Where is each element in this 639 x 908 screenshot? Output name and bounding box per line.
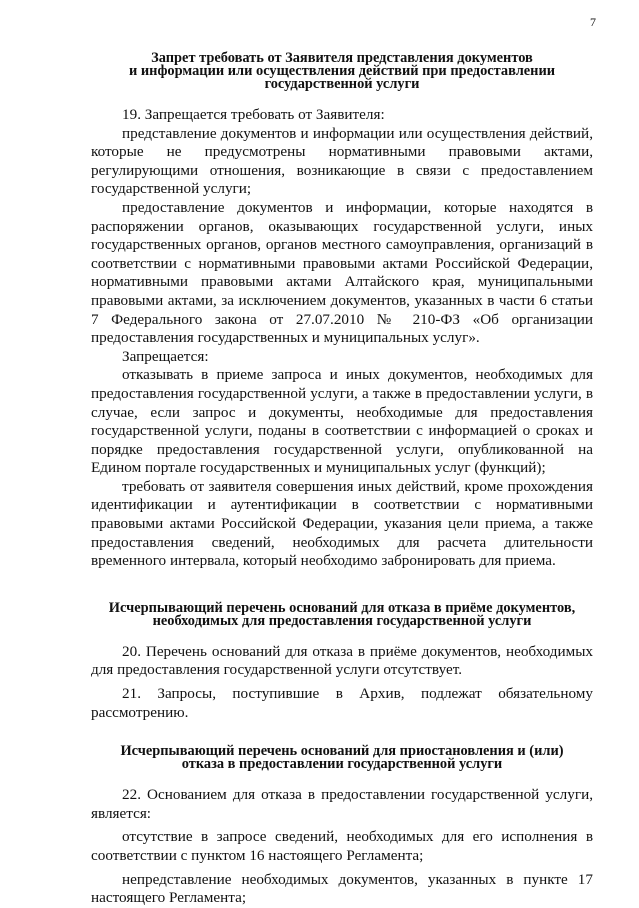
paragraph: Запрещается: [122, 347, 209, 365]
heading-line: необходимых для предоставления государственной услуги [152, 612, 532, 629]
section-body-refusal-acceptance [91, 643, 593, 722]
heading-line: и информации или осуществления действий при предоставлении [128, 63, 556, 79]
heading-line: Исчерпывающий перечень оснований для отказа в приёме документов, [108, 599, 576, 616]
heading-line: отказа в предоставлении государственной услуги [181, 756, 503, 773]
section-heading-refusal-acceptance [91, 599, 593, 629]
heading-line: Запрет требовать от Заявителя представления документов [151, 50, 533, 66]
paragraph-clause-20: 20. Перечень оснований для отказа в приёме документов, необходимых для предоставления государственной услуги отсутствует. [91, 642, 593, 679]
paragraph-clause-19: 19. Запрещается требовать от Заявителя: [122, 106, 385, 123]
section-body-suspension-refusal [91, 786, 593, 908]
paragraph: предоставление документов и информации, которые находятся в распоряжении органов, оказывающих государственной услуги, иных государственных органов, органов местного самоуправления, организаций в соответствии с нормативными правовыми актами Российской Федерации, нормативными правовыми актами Алтайского края, муниципальными правовыми актами, за исключением документов, указанных в части 6 статьи 7 Федерального закона от 27.07.2010 № 210-ФЗ «Об организации предоставления государственных и муниципальных услуг». [91, 198, 593, 347]
paragraph-clause-22: 22. Основанием для отказа в предоставлении государственной услуги, является: [91, 786, 593, 822]
section-body-prohibition [91, 106, 593, 571]
paragraph: отказывать в приеме запроса и иных документов, необходимых для предоставления государственной услуги, а также в предоставлении услуги, в случае, если запрос и документы, необходимые для предоставления государственной услуги, поданы в соответствии с информацией о сроках и порядке предоставления государственной услуги, опубликованной на Едином портале государственных и муниципальных услуг (функций); [91, 366, 593, 477]
section-heading-prohibition [91, 0, 593, 91]
heading-line: государственной услуги [264, 76, 420, 92]
section-heading-suspension-refusal [91, 745, 593, 771]
paragraph: непредставление необходимых документов, указанных в пункте 17 настоящего Регламента; [91, 870, 593, 907]
paragraph: представление документов и информации или осуществления действий, которые не предусмотрены нормативными правовыми актами, регулирующими отношения, возникающие в связи с предоставлением государственной услуги; [91, 124, 593, 198]
paragraph: отсутствие в запросе сведений, необходимых для его исполнения в соответствии с пунктом 16 настоящего Регламента; [91, 828, 593, 864]
heading-line: Исчерпывающий перечень оснований для приостановления и (или) [120, 743, 564, 760]
paragraph-clause-21: 21. Запросы, поступившие в Архив, подлежат обязательному рассмотрению. [91, 685, 593, 721]
page-number: 7 [590, 15, 596, 29]
paragraph: требовать от заявителя совершения иных действий, кроме прохождения идентификации и аутентификации в соответствии с нормативными правовыми актами Российской Федерации, указания цели приема, а также предоставления сведений, необходимых для расчета длительности временного интервала, который необходимо забронировать для приема. [91, 477, 593, 570]
